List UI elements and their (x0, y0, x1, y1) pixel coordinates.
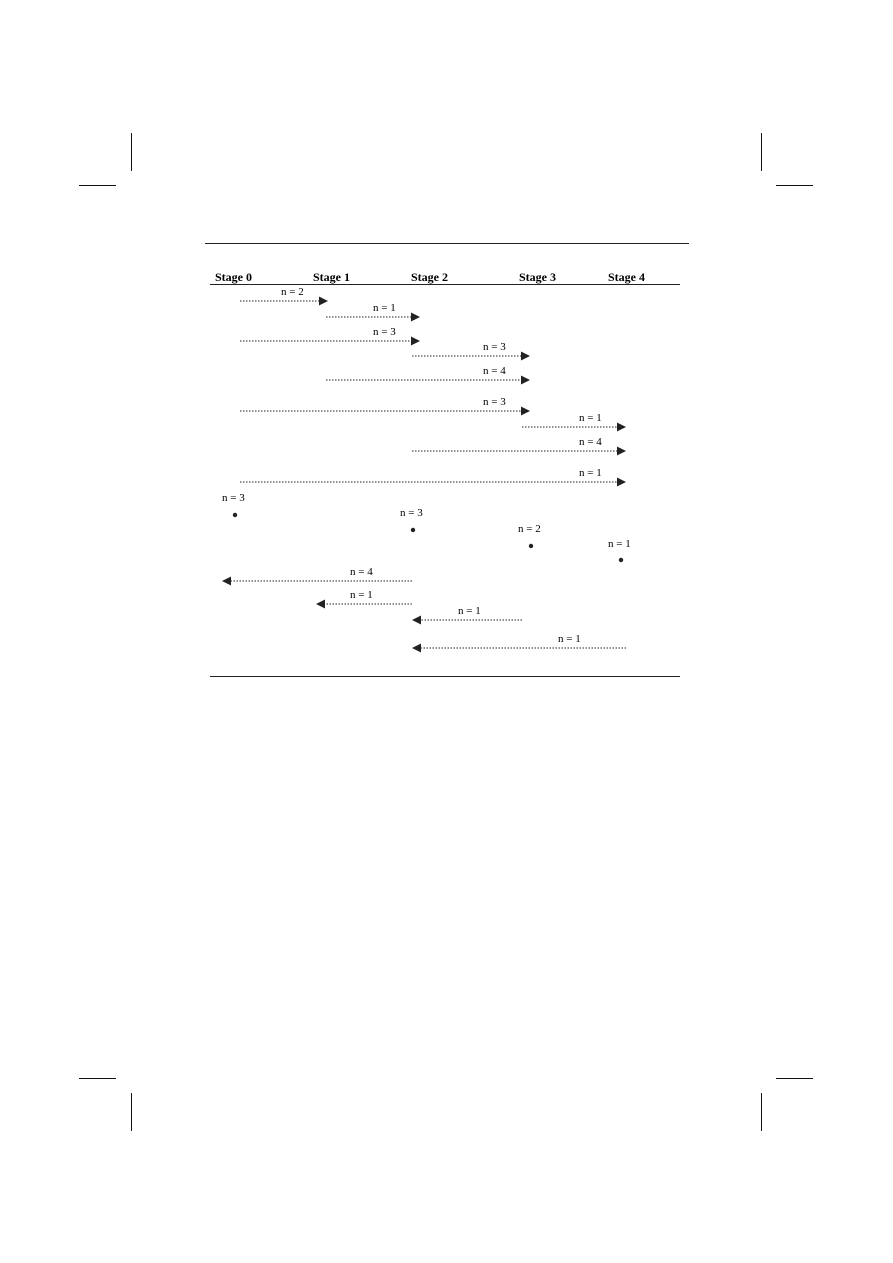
stay-dot-1 (411, 528, 415, 532)
stay-label-0: n = 3 (222, 492, 245, 504)
backward-transitions (222, 566, 626, 653)
forward-label-4: n = 4 (483, 365, 506, 377)
forward-label-0: n = 2 (281, 286, 304, 298)
stage-headers (215, 270, 645, 284)
backward-arrow-head-0 (222, 577, 231, 586)
stage-header-4: Stage 4 (608, 270, 645, 284)
backward-label-0: n = 4 (350, 566, 373, 578)
stage-header-3: Stage 3 (519, 270, 556, 284)
stay-label-1: n = 3 (400, 507, 423, 519)
forward-label-8: n = 1 (579, 467, 602, 479)
stage-header-1: Stage 1 (313, 270, 350, 284)
forward-arrow-head-8 (617, 478, 626, 487)
forward-arrow-head-4 (521, 376, 530, 385)
stage-header-0: Stage 0 (215, 270, 252, 284)
forward-arrow-head-1 (411, 313, 420, 322)
forward-arrow-head-3 (521, 352, 530, 361)
forward-label-5: n = 3 (483, 396, 506, 408)
forward-arrow-head-2 (411, 337, 420, 346)
stay-dot-3 (619, 558, 623, 562)
forward-arrow-head-7 (617, 447, 626, 456)
backward-label-1: n = 1 (350, 589, 373, 601)
forward-label-3: n = 3 (483, 341, 506, 353)
forward-label-7: n = 4 (579, 436, 602, 448)
backward-arrow-head-3 (412, 644, 421, 653)
backward-arrow-head-2 (412, 616, 421, 625)
backward-label-2: n = 1 (458, 605, 481, 617)
forward-label-2: n = 3 (373, 326, 396, 338)
backward-arrow-head-1 (316, 600, 325, 609)
stay-label-2: n = 2 (518, 523, 541, 535)
stage-header-2: Stage 2 (411, 270, 448, 284)
stays (222, 492, 631, 562)
forward-arrow-head-5 (521, 407, 530, 416)
stay-label-3: n = 1 (608, 538, 631, 550)
forward-arrow-head-6 (617, 423, 626, 432)
stay-dot-2 (529, 544, 533, 548)
forward-arrow-head-0 (319, 297, 328, 306)
forward-transitions (240, 286, 626, 487)
forward-label-6: n = 1 (579, 412, 602, 424)
forward-label-1: n = 1 (373, 302, 396, 314)
stay-dot-0 (233, 513, 237, 517)
backward-label-3: n = 1 (558, 633, 581, 645)
